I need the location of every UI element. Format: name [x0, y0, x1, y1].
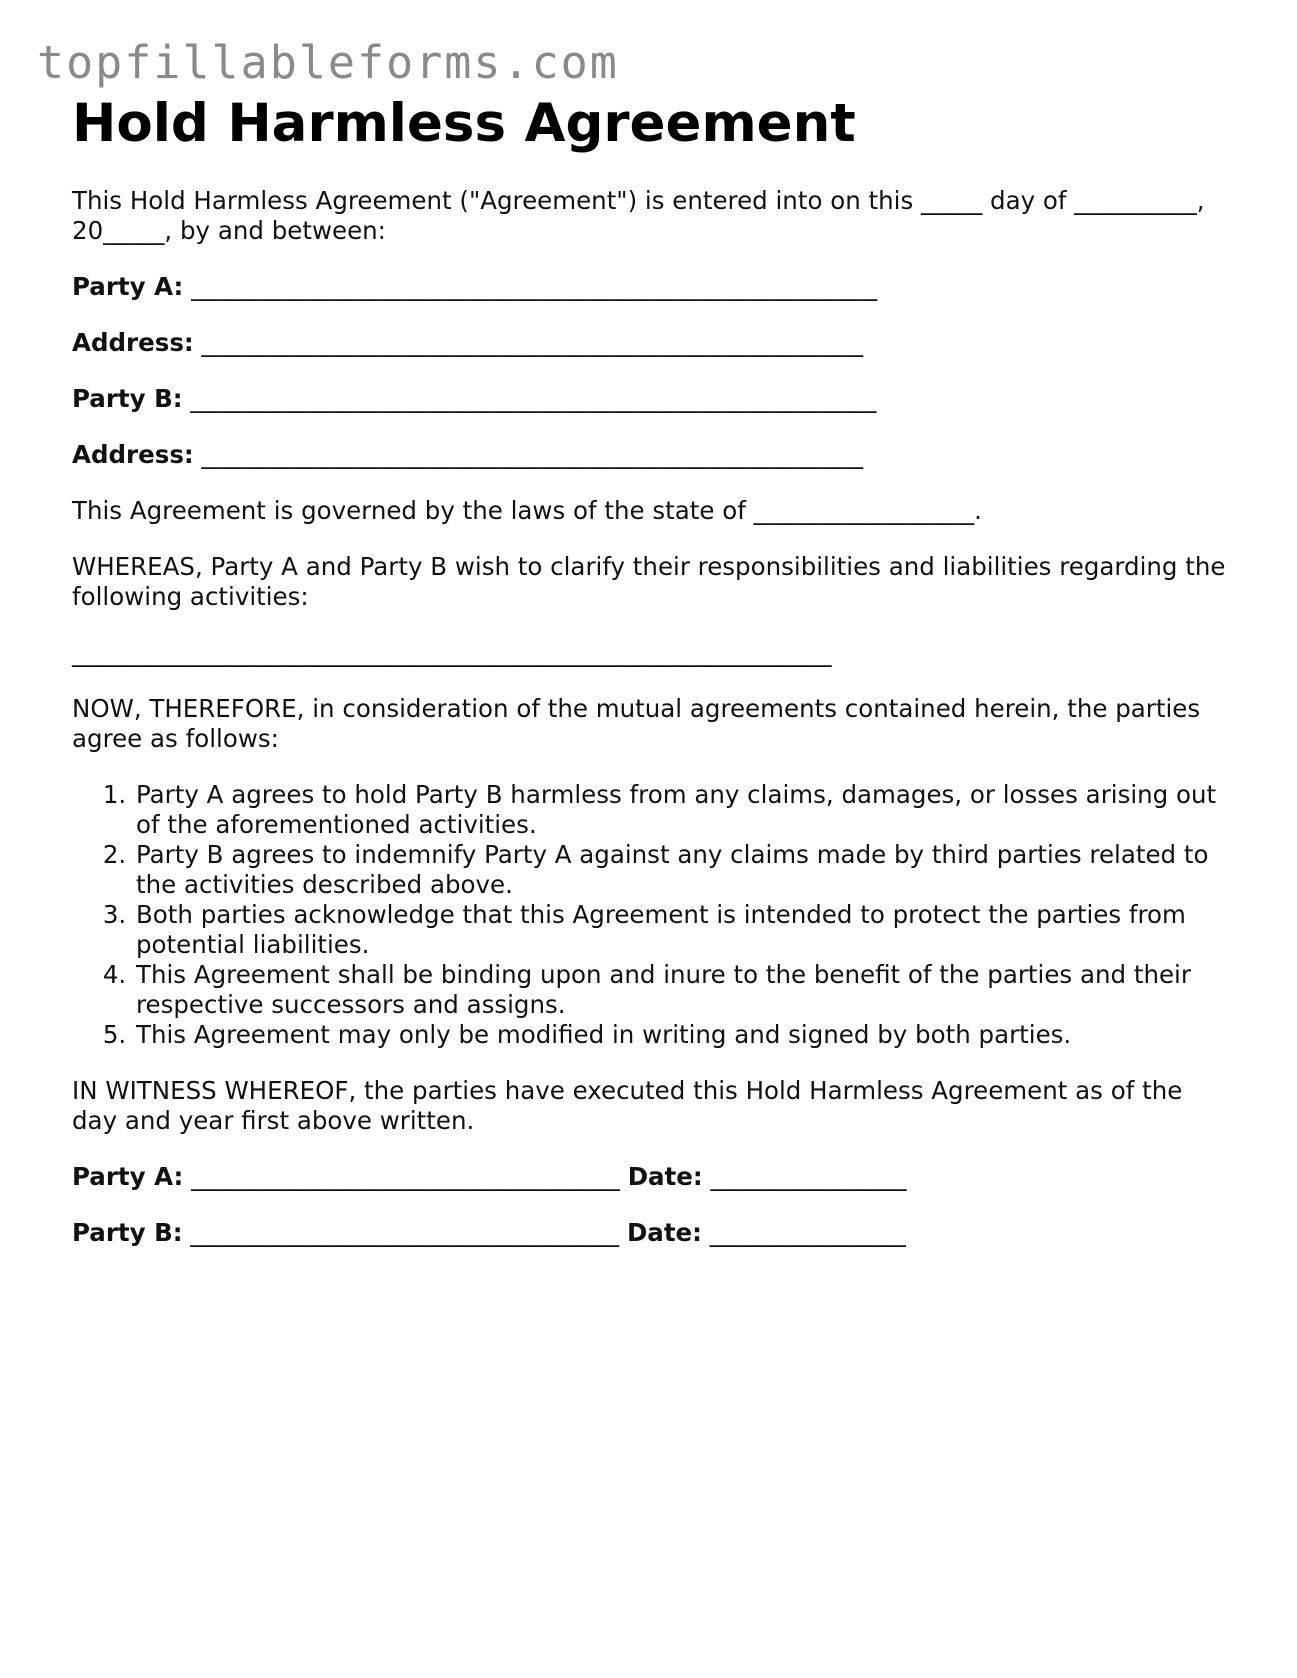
- agreement-document: [72, 92, 1232, 1248]
- party-a-address-blank[interactable]: ______________________________________________________: [201, 328, 863, 357]
- party-a-signature-row[interactable]: [72, 1162, 1232, 1192]
- list-item: 4. This Agreement shall be binding upon and inure to the benefit of the parties and their respective successors and assigns.: [134, 960, 1232, 1020]
- party-b-address-blank[interactable]: ______________________________________________________: [201, 440, 863, 469]
- party-b-signature-blank[interactable]: ___________________________________: [190, 1218, 620, 1247]
- party-a-address-label: Address:: [72, 328, 194, 357]
- now-therefore-paragraph: NOW, THEREFORE, in consideration of the mutual agreements contained herein, the parties agree as follows:: [72, 694, 1201, 753]
- governing-law-paragraph: This Agreement is governed by the laws of the state of __________________.: [72, 496, 982, 525]
- party-a-signature-label: Party A:: [72, 1162, 184, 1191]
- party-a-date-blank[interactable]: ________________: [710, 1162, 907, 1191]
- witness-paragraph: IN WITNESS WHEREOF, the parties have executed this Hold Harmless Agreement as of the day and year first above written.: [72, 1076, 1183, 1135]
- party-a-field[interactable]: [72, 272, 1232, 302]
- list-item: 1. Party A agrees to hold Party B harmless from any claims, damages, or losses arising out of the aforementioned activities.: [134, 780, 1232, 840]
- party-a-address-field[interactable]: [72, 328, 1232, 358]
- party-a-signature-blank[interactable]: ___________________________________: [191, 1162, 620, 1191]
- list-item: 2. Party B agrees to indemnify Party A against any claims made by third parties related to the activities described above.: [134, 840, 1232, 900]
- list-item: 3. Both parties acknowledge that this Agreement is intended to protect the parties from potential liabilities.: [134, 900, 1232, 960]
- party-b-blank[interactable]: ________________________________________________________: [190, 384, 877, 413]
- party-b-address-label: Address:: [72, 440, 194, 469]
- party-b-signature-label: Party B:: [72, 1218, 183, 1247]
- list-item: 5. This Agreement may only be modified in writing and signed by both parties.: [134, 1020, 1232, 1050]
- party-a-label: Party A:: [72, 272, 184, 301]
- intro-paragraph: This Hold Harmless Agreement ("Agreement") is entered into on this _____ day of __________, 20_____, by and between:: [72, 186, 1205, 245]
- terms-list: [72, 780, 1232, 1050]
- party-b-date-blank[interactable]: ________________: [709, 1218, 906, 1247]
- party-b-field[interactable]: [72, 384, 1232, 414]
- party-b-address-field[interactable]: [72, 440, 1232, 470]
- activities-blank[interactable]: ______________________________________________________________: [72, 638, 832, 667]
- whereas-paragraph: WHEREAS, Party A and Party B wish to clarify their responsibilities and liabilities regarding the following activities:: [72, 552, 1226, 611]
- party-b-date-label: Date:: [626, 1218, 702, 1247]
- party-b-label: Party B:: [72, 384, 183, 413]
- party-a-date-label: Date:: [627, 1162, 703, 1191]
- party-a-blank[interactable]: ________________________________________________________: [191, 272, 878, 301]
- watermark: topfillableforms.com: [37, 36, 619, 89]
- page-title: Hold Harmless Agreement: [72, 93, 856, 154]
- party-b-signature-row[interactable]: [72, 1218, 1232, 1248]
